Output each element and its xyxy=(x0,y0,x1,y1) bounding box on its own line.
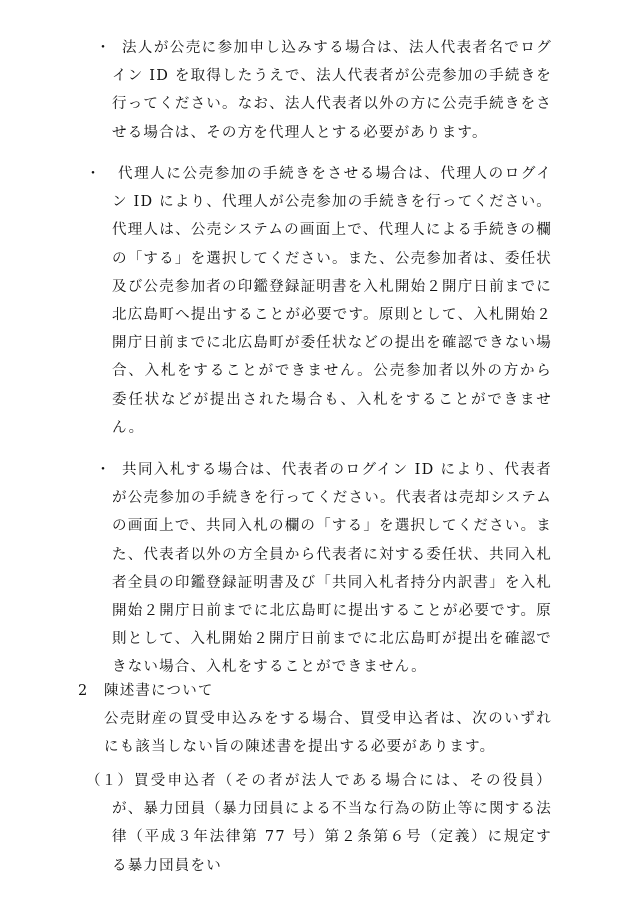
bullet-marker: ・ xyxy=(96,40,110,56)
bullet-marker: ・ xyxy=(96,462,110,478)
section-heading xyxy=(78,677,214,705)
section-title: 陳述書について xyxy=(104,683,214,699)
bullet-paragraph-2: 代理人に公売参加の手続きをさせる場合は、代理人のログイン ID により、代理人が公売参加の手続きを行ってください。代理人は、公売システムの画面上で、代理人による手続きの欄の「する」を選択してください。また、公売参加者は、委任状及び公売参加者の印鑑登録証明書を入札開始２開庁日前までに北広島町へ提出することが必要です。原則として、入札開始２開庁日前までに北広島町が委任状などの提出を確認できない場合、入札をすることができません。公売参加者以外の方から委任状などが提出された場合も、入札をすることができません。 xyxy=(112,166,552,436)
bullet-marker: ・ xyxy=(86,166,100,182)
item-paragraph-1: 買受申込者（その者が法人である場合には、その役員）が、暴力団員（暴力団員による不当な行為の防止等に関する法律（平成３年法律第 77 号）第２条第６号（定義）に規定する暴力団員をい xyxy=(112,773,552,874)
section-number: 2 xyxy=(78,683,89,699)
section-body: 公売財産の買受申込みをする場合、買受申込者は、次のいずれにも該当しない旨の陳述書を提出する必要があります。 xyxy=(104,711,552,756)
item-label: （１） xyxy=(86,773,134,789)
bullet-paragraph-3: 共同入札する場合は、代表者のログイン ID により、代表者が公売参加の手続きを行ってください。代表者は売却システムの画面上で、共同入札の欄の「する」を選択してください。また、代表者以外の方全員から代表者に対する委任状、共同入札者全員の印鑑登録証明書及び「共同入札者持分内訳書」を入札開始２開庁日前までに北広島町に提出することが必要です。原則として、入札開始２開庁日前までに北広島町が提出を確認できない場合、入札をすることができません。 xyxy=(112,462,552,676)
bullet-paragraph-1: 法人が公売に参加申し込みする場合は、法人代表者名でログイン ID を取得したうえで、法人代表者が公売参加の手続きを行ってください。なお、法人代表者以外の方に公売手続きをさせる場合は、その方を代理人とする必要があります。 xyxy=(112,40,552,141)
